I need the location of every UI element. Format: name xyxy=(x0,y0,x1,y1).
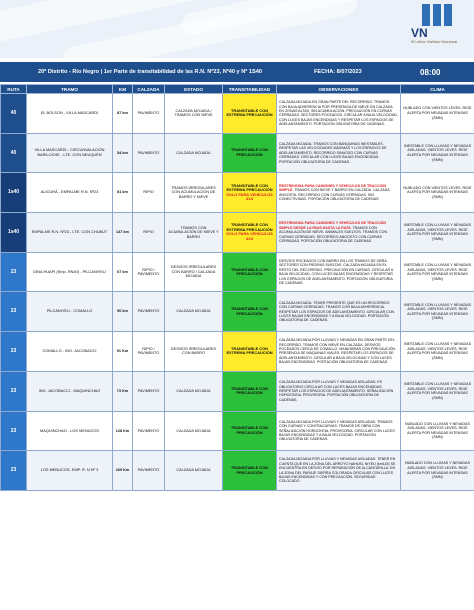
observations xyxy=(277,94,401,134)
segment-name: EMPALME R.N. Nº23 - LTE. CON CHUBUT xyxy=(27,213,113,253)
report-time: 08:00 xyxy=(420,67,441,77)
transitability-status xyxy=(223,213,277,253)
route-number: 1s40 xyxy=(1,213,27,253)
transitability-label: TRANSITABLE CON PRECAUCIÓN xyxy=(231,464,268,475)
observation-text: CALZADA MOJADA POR LLUVIAS Y NEVADAS AISLADAS. TRAMOS CON CURVAS Y CONTRACURVAS. TRAMOS DE OBRA CON SEÑALIZACIÓN HORIZONTAL PROVISORIA. CIRCULAR CON LUCES BAJAS ENCENDIDAS Y A BAJA VELOCIDAD. PORTACIÓN OBLIGATORIA DE CADENAS. xyxy=(279,419,395,442)
segment-length: 87 km xyxy=(113,94,133,134)
road-state: CALZADA MOJADA xyxy=(165,292,223,332)
surface-type: PAVIMENTO xyxy=(133,133,165,173)
surface-type: RIPIO / PAVIMENTO xyxy=(133,332,165,372)
observations xyxy=(277,173,401,213)
header-banner xyxy=(0,0,474,58)
segment-length: 269 Km xyxy=(113,451,133,491)
route-number: 40 xyxy=(1,133,27,173)
segment-name: VILLA MASCARDI - CIRCUNVALACIÓN BARILOCHE - LTE. CON NEUQUÉN xyxy=(27,133,113,173)
surface-type: PAVIMENTO xyxy=(133,411,165,451)
observations xyxy=(277,292,401,332)
observations xyxy=(277,133,401,173)
column-header: CALZADA xyxy=(133,85,165,94)
route-number: 23 xyxy=(1,292,27,332)
segment-length: 67 km xyxy=(113,252,133,292)
transitability-label: TRANSITABLE CON PRECAUCIÓN xyxy=(231,385,268,396)
transitability-status xyxy=(223,451,277,491)
table-row xyxy=(1,213,474,253)
segment-length: 73 Km xyxy=(113,371,133,411)
column-header: CLIMA xyxy=(401,85,474,94)
column-header: ESTADO xyxy=(165,85,223,94)
logo-subtitle: 90 años Vialidad Nacional xyxy=(411,39,458,44)
segment-length: 91 Km xyxy=(113,332,133,372)
route-number: 40 xyxy=(1,94,27,134)
route-number: 23 xyxy=(1,371,27,411)
transitability-label: TRANSITABLE CON PRECAUCIÓN xyxy=(231,306,268,316)
column-header: KM xyxy=(113,85,133,94)
vehicle-restriction: SOLO PARA VEHÍCULOS 4X4 xyxy=(226,191,273,202)
weather: INESTABLE CON LLUVIAS Y NEVADAS AISLADAS, VIENTOS LEVES. RIGE ALERTA POR NEVADAS INTENSAS (SMN) xyxy=(401,213,474,253)
table-row xyxy=(1,292,474,332)
observations xyxy=(277,371,401,411)
weather: INESTABLE CON LLUVIAS Y NEVADAS AISLADAS, VIENTOS LEVES. RIGE ALERTA POR NEVADAS INTENSAS (SMN) xyxy=(401,292,474,332)
observations xyxy=(277,451,401,491)
weather: INESTABLE CON LLUVIAS Y NEVADAS AISLADAS, VIENTOS LEVES. RIGE ALERTA POR NEVADAS INTENSAS (SMN) xyxy=(401,133,474,173)
surface-type: PAVIMENTO xyxy=(133,451,165,491)
observation-text: CALZADA MOJADA POR LLUVIAS Y NEVADAS AISLADAS. ES OBLIGATORIO CIRCULAR CON LUCES BAJAS ENCENDIDAS. RESPETAR LOS ESPACIOS DE ADELANTAMIENTO. SEÑALIZACIÓN HORIZONTAL PROVISORIA. PORTACIÓN OBLIGATORIA DE CADENAS. xyxy=(279,380,394,402)
transitability-label: TRANSITABLE CON EXTREMA PRECAUCIÓN xyxy=(226,222,273,232)
observation-text: CALZADA MOJADA. TENER PRESENTE QUE ES UN RECORRIDO CON CURVAS CERRADAS. TRAMOS CON BAJA ADHERENCIA. RESPETAR LOS ESPACIOS DE ADELANTAMIENTO. CIRCULAR CON LUCES BAJAS ENCENDIDAS Y A BAJA VELOCIDAD. PORTACIÓN OBLIGATORIA DE CADENAS. xyxy=(279,300,395,323)
road-state: CALZADA MOJADA xyxy=(165,371,223,411)
observation-text: CALZADA MOJADA POR LLUVIAS Y NEVADAS AISLADAS. TENER EN CUENTA QUE EN LA ZONA DEL ARROYO NAHUEL NIYEU (km115) SE ENCUENTRA EN DESVÍO POR REPARACIÓN DE ALCANTARILLA. EN LA ZONA DEL PARAJE SIERRA COLORADA CIRCULAR CON LUCES BAJAS ENCENDIDAS Y CON PRECAUCIÓN. SEGURIDAD COLOCADO. xyxy=(279,457,396,484)
observations xyxy=(277,411,401,451)
table-row xyxy=(1,173,474,213)
table-row xyxy=(1,411,474,451)
segment-name: ING. JACOBACCI - MAQUINCHAO xyxy=(27,371,113,411)
transitability-status xyxy=(223,133,277,173)
surface-type: RIPIO / PAVIMENTO xyxy=(133,252,165,292)
route-number: 23 xyxy=(1,332,27,372)
observation-text: CALZADA MOJADA POR LLUVIAS Y NEVADAS EN GRAN PARTE DEL RECORRIDO. TRAMOS CON NIEVE EN CALZADA. DESVÍOS POCEADOS CERCA DE COMALLO. MANIOBRAR CON PRECAUCIÓN. PRESENCIA DE MÁQUINAS VIALES. RESPETAR LOS ESPACIOS DE ADELANTAMIENTO. CIRCULAR A BAJA VELOCIDAD Y CON LUCES BAJAS ENCENDIDAS. PORTACIÓN OBLIGATORIA DE CADENAS. xyxy=(279,338,397,365)
table-row xyxy=(1,94,474,134)
segment-length: 54 km xyxy=(113,133,133,173)
surface-type: PAVIMENTO xyxy=(133,371,165,411)
transitability-status xyxy=(223,411,277,451)
observations xyxy=(277,332,401,372)
road-state: TRAMOS CON ACUMULACIÓN DE NIEVE Y BARRO xyxy=(165,213,223,253)
road-state: CALZADA MOJADA xyxy=(165,451,223,491)
table-header-row xyxy=(1,85,474,94)
road-state: DESVÍOS IRREGULARES CON BARRO xyxy=(165,332,223,372)
transitability-label: TRANSITABLE CON EXTREMA PRECAUCIÓN xyxy=(226,182,273,193)
transitability-status xyxy=(223,371,277,411)
segment-length: 90 km xyxy=(113,292,133,332)
weather: INESTABLE CON LLUVIAS Y NEVADAS AISLADAS, VIENTOS LEVES. RIGE ALERTA POR NEVADAS INTENSAS (SMN) xyxy=(401,252,474,292)
transitability-status xyxy=(223,292,277,332)
column-header: TRANSITABILIDAD xyxy=(223,85,277,94)
segment-name: LOS MENUCOS- EMP. R. N Nº 3 xyxy=(27,451,113,491)
observation-text: TRAMOS CON ACUMULACIÓN DE NIEVE. ANIMALES SUELTOS. TRAMOS CON CURVAS CERRADAS. RECORRIDO ANGOSTO CON CURVAS CERRADAS. PORTACIÓN OBLIGATORIA DE CADENAS. xyxy=(279,225,388,244)
table-row xyxy=(1,332,474,372)
observations xyxy=(277,213,401,253)
transitability-status xyxy=(223,94,277,134)
column-header: RUTA xyxy=(1,85,27,94)
route-number: 1s40 xyxy=(1,173,27,213)
road-state: DESVÍOS IRREGULARES CON BARRO / CALZADA MOJADA xyxy=(165,252,223,292)
table-row xyxy=(1,451,474,491)
segment-length: 81 km xyxy=(113,173,133,213)
road-state: CALZADA MOJADA / TRAMOS CON NIEVE xyxy=(165,94,223,134)
transitability-label: TRANSITABLE CON PRECAUCIÓN xyxy=(231,147,268,158)
table-row xyxy=(1,252,474,292)
report-title: 20º Distrito - Río Negro | 1er Parte de transitabilidad de las R.N. Nº23, Nº40 y Nº 1S40 xyxy=(38,69,262,75)
transitability-label: TRANSITABLE CON EXTREMA PRECAUCIÓN xyxy=(226,345,273,356)
weather: NUBLADO CON LLUVIAS Y NEVADAS AISLADAS, VIENTOS LEVES. RIGE ALERTA POR NEVADAS INTENSAS (SMN) xyxy=(401,411,474,451)
transitability-status xyxy=(223,252,277,292)
report-date: FECHA: 8/07/2023 xyxy=(314,69,362,75)
surface-type: RIPIO xyxy=(133,213,165,253)
weather: INESTABLE CON LLUVIAS Y NEVADAS AISLADAS, VIENTOS LEVES. RIGE ALERTA POR NEVADAS INTENSAS (SMN) xyxy=(401,371,474,411)
road-state: CALZADA MOJADA xyxy=(165,411,223,451)
route-number: 23 xyxy=(1,411,27,451)
transitability-table xyxy=(0,84,474,491)
observation-text: TRAMOS CON NIEVE Y BARRO EN CALZADA. CALZADA ANGOSTA. RECORRIDO CON CURVAS CERRADAS. SIN CONECTIVIDAD. PORTACIÓN OBLIGATORIA DE CADENAS. xyxy=(279,188,390,202)
segment-name: ALICURÁ - EMPALME R.N. Nº23 xyxy=(27,173,113,213)
table-row xyxy=(1,371,474,411)
transitability-label: TRANSITABLE CON EXTREMA PRECAUCIÓN xyxy=(226,107,273,118)
restriction-note: RESTRINGIDA PARA CAMIONES Y VEHÍCULOS DE TRACCIÓN SIMPLE DESDE LA RN23 HASTA LA PAZS. xyxy=(279,221,386,230)
weather: INESTABLE CON LLUVIAS Y NEVADAS AISLADAS, VIENTOS LEVES. RIGE ALERTA POR NEVADAS INTENSAS (SMN) xyxy=(401,332,474,372)
transitability-status xyxy=(223,173,277,213)
segment-name: EL BOLSON - VILLA MASCARDI xyxy=(27,94,113,134)
observation-text: CALZADA MOJADA. TRAMOS CON BANQUINAS INESTABLES. RESPETAR LAS VELOCIDADES MÁXIMAS Y LOS ESPACIOS DE ADELANTAMIENTO. RECORRIDO SINUOSO CON CURVAS CERRADAS. CIRCULAR CON LUCES BAJAS ENCENDIDAS. PORTACIÓN OBLIGATORIA DE CADENAS. xyxy=(279,142,387,164)
weather: NUBLADO CON LLUVIAS Y NEVADAS AISLADAS, VIENTOS LEVES. RIGE ALERTA POR NEVADAS INTENSAS (SMN) xyxy=(401,451,474,491)
transitability-label: TRANSITABLE CON PRECAUCIÓN xyxy=(231,425,268,435)
surface-type: PAVIMENTO xyxy=(133,292,165,332)
segment-name: PILCANIYEU - COMALLO xyxy=(27,292,113,332)
observation-text: DESVÍOS POCEADOS CON BARRO EN LOS TRAMOS DE OBRA. SECTORES CON PIEDRAS SUELTAS. CALZADA MOJADA EN EL RESTO DEL RECORRIDO. PRECAUCIÓN EN CURVAS. CIRCULAR A BAJA VELOCIDAD, CON LUCES BAJAS ENCENDIDAS Y RESPETAR LOS ESPACIOS DE ADELANTAMIENTO. PORTACIÓN OBLIGATORIA DE CADENAS. xyxy=(279,258,394,285)
surface-type: RIPIO xyxy=(133,173,165,213)
segment-name: COMALLO - ING. JACOBACCI xyxy=(27,332,113,372)
transitability-status xyxy=(223,332,277,372)
segment-name: MAQUINCHAO - LOS MENUCOS xyxy=(27,411,113,451)
segment-name: DINA HUAPI (Emp. RN40) - PILCANIYEU xyxy=(27,252,113,292)
vialidad-nacional-logo xyxy=(411,4,463,54)
observation-text: CALZADA MOJADA EN GRAN PARTE DEL RECORRIDO. TRAMOS CON BAJA ADHERENCIA POR PRESENCIA DE NIEVE EN CALZADA EN ZONAS ALTAS, SIN ACUMULACIÓN. PRECAUCIÓN EN CURVAS CERRADAS. SECTORES POCEADOS. CIRCULAR A BAJA VELOCIDAD, CON LUCES BAJAS ENCENDIDAS Y RESPETAR LOS ESPACIOS DE ADELANTAMIENTO. PORTACIÓN OBLIGATORIA DE CADENAS. xyxy=(279,100,398,127)
segment-length: 128 Km xyxy=(113,411,133,451)
road-state: TRAMOS IRREGULARES CON ACUMULACIÓN DE BARRO Y NIEVE xyxy=(165,173,223,213)
column-header: TRAMO xyxy=(27,85,113,94)
transitability-label: TRANSITABLE CON PRECAUCIÓN xyxy=(231,266,268,277)
segment-length: 147 km xyxy=(113,213,133,253)
observations xyxy=(277,252,401,292)
title-bar xyxy=(0,62,474,82)
weather: NUBLADO CON VIENTOS LEVES. RIGE ALERTA POR NEVADAS INTENSAS (SMN) xyxy=(401,173,474,213)
vehicle-restriction: SOLO PARA VEHÍCULOS 4X4 xyxy=(226,231,273,241)
surface-type: PAVIMENTO xyxy=(133,94,165,134)
route-number: 23 xyxy=(1,252,27,292)
route-number: 23 xyxy=(1,451,27,491)
logo-text: VN xyxy=(411,26,428,40)
weather: NUBLADO CON VIENTOS LEVES. RIGE ALERTA POR NEVADAS INTENSAS (SMN) xyxy=(401,94,474,134)
restriction-note: RESTRINGIDA PARA CAMIONES Y VEHÍCULOS DE TRACCIÓN SIMPLE. xyxy=(279,183,386,193)
table-row xyxy=(1,133,474,173)
road-state: CALZADA MOJADA xyxy=(165,133,223,173)
column-header: OBSERVACIONES xyxy=(277,85,401,94)
